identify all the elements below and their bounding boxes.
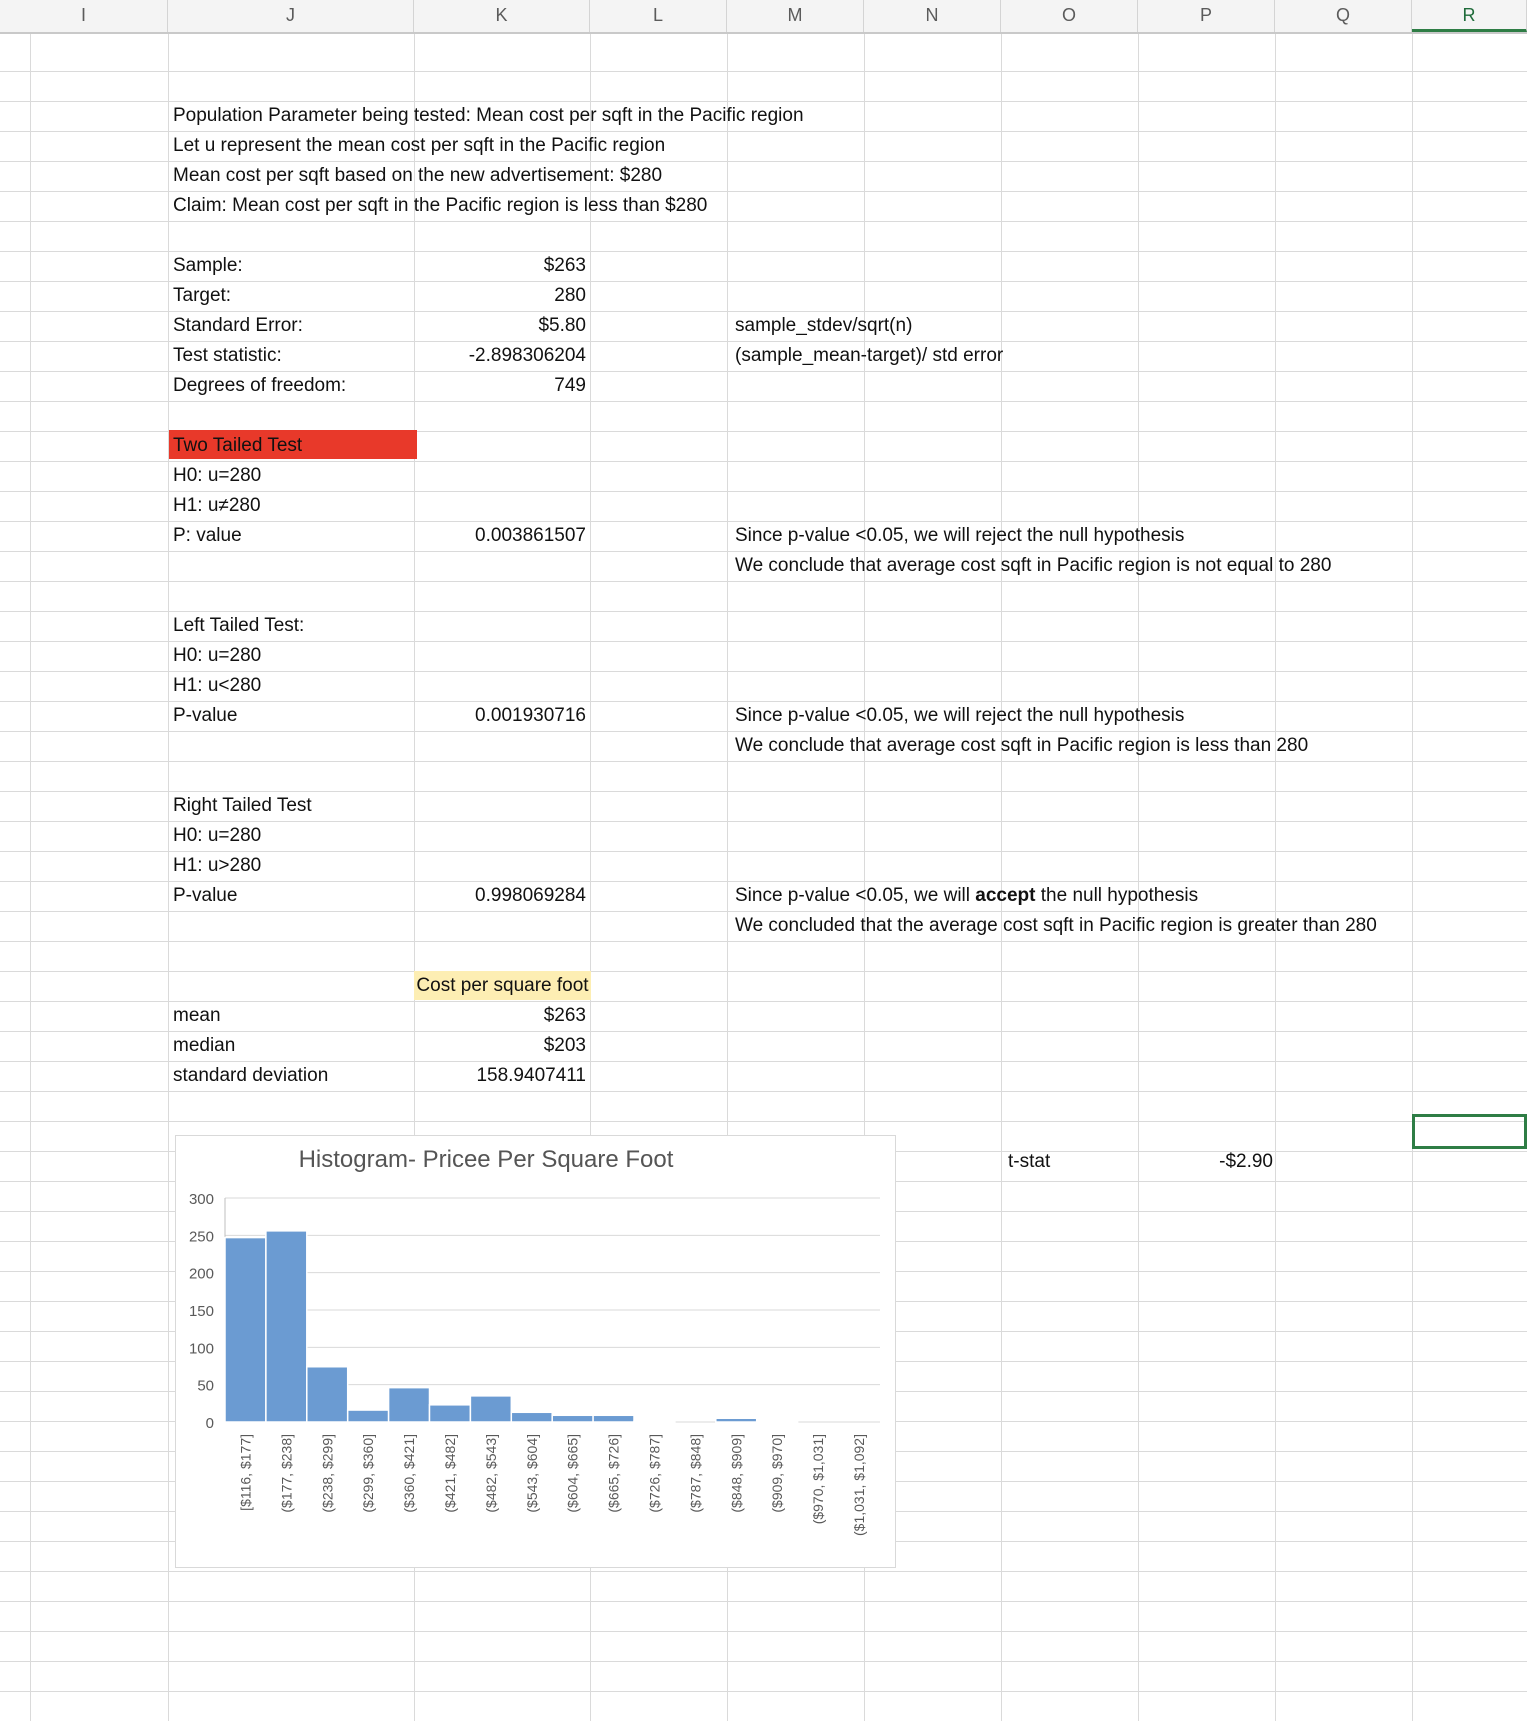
- target-value[interactable]: 280: [554, 285, 586, 306]
- x-tick-label: ($909, $970]: [769, 1434, 786, 1513]
- row-gridline: [0, 401, 1527, 402]
- row-gridline: [0, 1631, 1527, 1632]
- mean-label[interactable]: mean: [173, 1005, 221, 1026]
- right-tailed-p-label[interactable]: P-value: [173, 885, 238, 906]
- row-gridline: [0, 1661, 1527, 1662]
- histogram-bar: [716, 1418, 757, 1422]
- column-header-j[interactable]: J: [168, 0, 414, 32]
- column-header-m[interactable]: M: [727, 0, 864, 32]
- test-statistic-value[interactable]: -2.898306204: [468, 345, 586, 366]
- left-tailed-conclusion-2[interactable]: We conclude that average cost sqft in Pacific region is less than 280: [735, 735, 1309, 756]
- standard-deviation-value[interactable]: 158.9407411: [476, 1065, 586, 1086]
- target-label[interactable]: Target:: [173, 285, 232, 306]
- histogram-bar: [593, 1415, 634, 1422]
- intro-line-1[interactable]: Population Parameter being tested: Mean cost per sqft in the Pacific region: [173, 105, 804, 126]
- right-tailed-h1[interactable]: H1: u>280: [173, 855, 262, 876]
- standard-error-value[interactable]: $5.80: [538, 315, 586, 336]
- left-tailed-conclusion-1[interactable]: Since p-value <0.05, we will reject the null hypothesis: [735, 705, 1185, 726]
- histogram-bar: [266, 1231, 307, 1422]
- right-tailed-conclusion-1-post: the null hypothesis: [1035, 885, 1199, 906]
- y-tick-label: 50: [197, 1377, 214, 1395]
- histogram-bar: [757, 1421, 798, 1422]
- y-tick-label: 0: [205, 1415, 214, 1432]
- x-tick-label: ($604, $665]: [564, 1434, 581, 1513]
- column-header-n[interactable]: N: [864, 0, 1001, 32]
- column-gridline: [30, 34, 31, 1721]
- mean-value[interactable]: $263: [543, 1005, 586, 1026]
- column-header-o[interactable]: O: [1001, 0, 1138, 32]
- sample-label[interactable]: Sample:: [173, 255, 243, 276]
- x-tick-label: ($177, $238]: [278, 1434, 295, 1513]
- two-tailed-conclusion-1[interactable]: Since p-value <0.05, we will reject the null hypothesis: [735, 525, 1185, 546]
- degrees-of-freedom-label[interactable]: Degrees of freedom:: [173, 375, 347, 396]
- right-tailed-title[interactable]: Right Tailed Test: [173, 795, 312, 816]
- two-tailed-h0[interactable]: H0: u=280: [173, 465, 262, 486]
- row-gridline: [0, 1691, 1527, 1692]
- t-stat-label[interactable]: t-stat: [1008, 1151, 1051, 1172]
- median-value[interactable]: $203: [543, 1035, 586, 1056]
- histogram-bar: [552, 1415, 593, 1422]
- row-gridline: [0, 1001, 1527, 1002]
- sample-value[interactable]: $263: [543, 255, 586, 276]
- left-tailed-title[interactable]: Left Tailed Test:: [173, 615, 305, 636]
- y-tick-label: 150: [188, 1303, 214, 1320]
- x-tick-label: ($665, $726]: [605, 1434, 622, 1513]
- x-tick-label: ($482, $543]: [482, 1434, 499, 1513]
- column-header-q[interactable]: Q: [1275, 0, 1412, 32]
- row-gridline: [0, 971, 1527, 972]
- two-tailed-conclusion-2[interactable]: We conclude that average cost sqft in Pacific region is not equal to 280: [735, 555, 1332, 576]
- column-header-l[interactable]: L: [590, 0, 727, 32]
- right-tailed-conclusion-2[interactable]: We concluded that the average cost sqft in Pacific region is greater than 280: [735, 915, 1377, 936]
- row-gridline: [0, 1091, 1527, 1092]
- median-label[interactable]: median: [173, 1035, 236, 1056]
- histogram-bar: [307, 1367, 348, 1422]
- left-tailed-h1[interactable]: H1: u<280: [173, 675, 262, 696]
- test-statistic-formula-note[interactable]: (sample_mean-target)/ std error: [735, 345, 1004, 366]
- x-tick-label: ($848, $909]: [728, 1434, 745, 1513]
- y-tick-label: 250: [188, 1228, 214, 1246]
- row-gridline: [0, 71, 1527, 72]
- histogram-bar: [634, 1421, 675, 1422]
- standard-error-label[interactable]: Standard Error:: [173, 315, 303, 336]
- x-tick-label: [$116, $177]: [237, 1434, 254, 1511]
- column-header-r[interactable]: R: [1412, 0, 1527, 32]
- degrees-of-freedom-value[interactable]: 749: [554, 375, 586, 396]
- column-header-k[interactable]: K: [414, 0, 590, 32]
- histogram-bar: [389, 1388, 430, 1422]
- standard-error-formula-note[interactable]: sample_stdev/sqrt(n): [735, 315, 913, 336]
- row-gridline: [0, 581, 1527, 582]
- column-gridline: [1275, 34, 1276, 1721]
- column-gridline: [1001, 34, 1002, 1721]
- histogram-chart[interactable]: [175, 1135, 896, 1568]
- histogram-bar: [348, 1410, 389, 1422]
- column-header-p[interactable]: P: [1138, 0, 1275, 32]
- two-tailed-h1[interactable]: H1: u≠280: [173, 495, 261, 516]
- intro-line-2[interactable]: Let u represent the mean cost per sqft in the Pacific region: [173, 135, 666, 156]
- two-tailed-p-label[interactable]: P: value: [173, 525, 242, 546]
- left-tailed-h0[interactable]: H0: u=280: [173, 645, 262, 666]
- two-tailed-p-value[interactable]: 0.003861507: [475, 525, 586, 546]
- histogram-bar: [470, 1396, 511, 1422]
- x-tick-label: ($299, $360]: [360, 1434, 377, 1513]
- histogram-bar: [430, 1405, 471, 1422]
- column-gridline: [1412, 34, 1413, 1721]
- intro-line-4[interactable]: Claim: Mean cost per sqft in the Pacific region is less than $280: [173, 195, 708, 216]
- x-tick-label: ($543, $604]: [523, 1434, 540, 1513]
- right-tailed-h0[interactable]: H0: u=280: [173, 825, 262, 846]
- x-tick-label: ($238, $299]: [319, 1434, 336, 1513]
- y-tick-label: 200: [188, 1265, 214, 1283]
- row-gridline: [0, 761, 1527, 762]
- chart-title: Histogram- Pricee Per Square Foot: [298, 1146, 674, 1173]
- right-tailed-conclusion-1[interactable]: [735, 881, 1198, 911]
- histogram-plot: [176, 1136, 896, 1568]
- column-gridline: [168, 34, 169, 1721]
- t-stat-value[interactable]: -$2.90: [1219, 1151, 1273, 1172]
- x-tick-label: ($421, $482]: [441, 1434, 458, 1513]
- x-tick-label: ($787, $848]: [687, 1434, 704, 1513]
- right-tailed-conclusion-1-bold: accept: [975, 885, 1036, 906]
- column-gridline: [1138, 34, 1139, 1721]
- column-header-i[interactable]: I: [0, 0, 168, 32]
- row-gridline: [0, 221, 1527, 222]
- y-tick-label: 100: [188, 1340, 214, 1358]
- test-statistic-label[interactable]: Test statistic:: [173, 345, 282, 366]
- x-tick-label: ($726, $787]: [646, 1434, 663, 1513]
- x-tick-label: ($360, $421]: [401, 1434, 418, 1513]
- x-tick-label: ($1,031, $1,092]: [850, 1434, 867, 1536]
- active-cell-selection[interactable]: [1412, 1114, 1527, 1149]
- row-gridline: [0, 1121, 1527, 1122]
- left-tailed-p-value[interactable]: 0.001930716: [475, 705, 586, 726]
- summary-header[interactable]: Cost per square foot: [416, 975, 589, 996]
- row-gridline: [0, 1601, 1527, 1602]
- histogram-bar: [511, 1412, 552, 1422]
- right-tailed-conclusion-1-pre: Since p-value <0.05, we will: [735, 885, 976, 906]
- standard-deviation-label[interactable]: standard deviation: [173, 1065, 329, 1086]
- left-tailed-p-label[interactable]: P-value: [173, 705, 238, 726]
- right-tailed-p-value[interactable]: 0.998069284: [475, 885, 586, 906]
- x-tick-label: ($970, $1,031]: [810, 1434, 827, 1525]
- histogram-bar: [225, 1238, 266, 1422]
- y-tick-label: 300: [188, 1191, 214, 1208]
- two-tailed-title[interactable]: Two Tailed Test: [173, 435, 303, 456]
- row-gridline: [0, 1571, 1527, 1572]
- row-gridline: [0, 941, 1527, 942]
- intro-line-3[interactable]: Mean cost per sqft based on the new advertisement: $280: [173, 165, 663, 186]
